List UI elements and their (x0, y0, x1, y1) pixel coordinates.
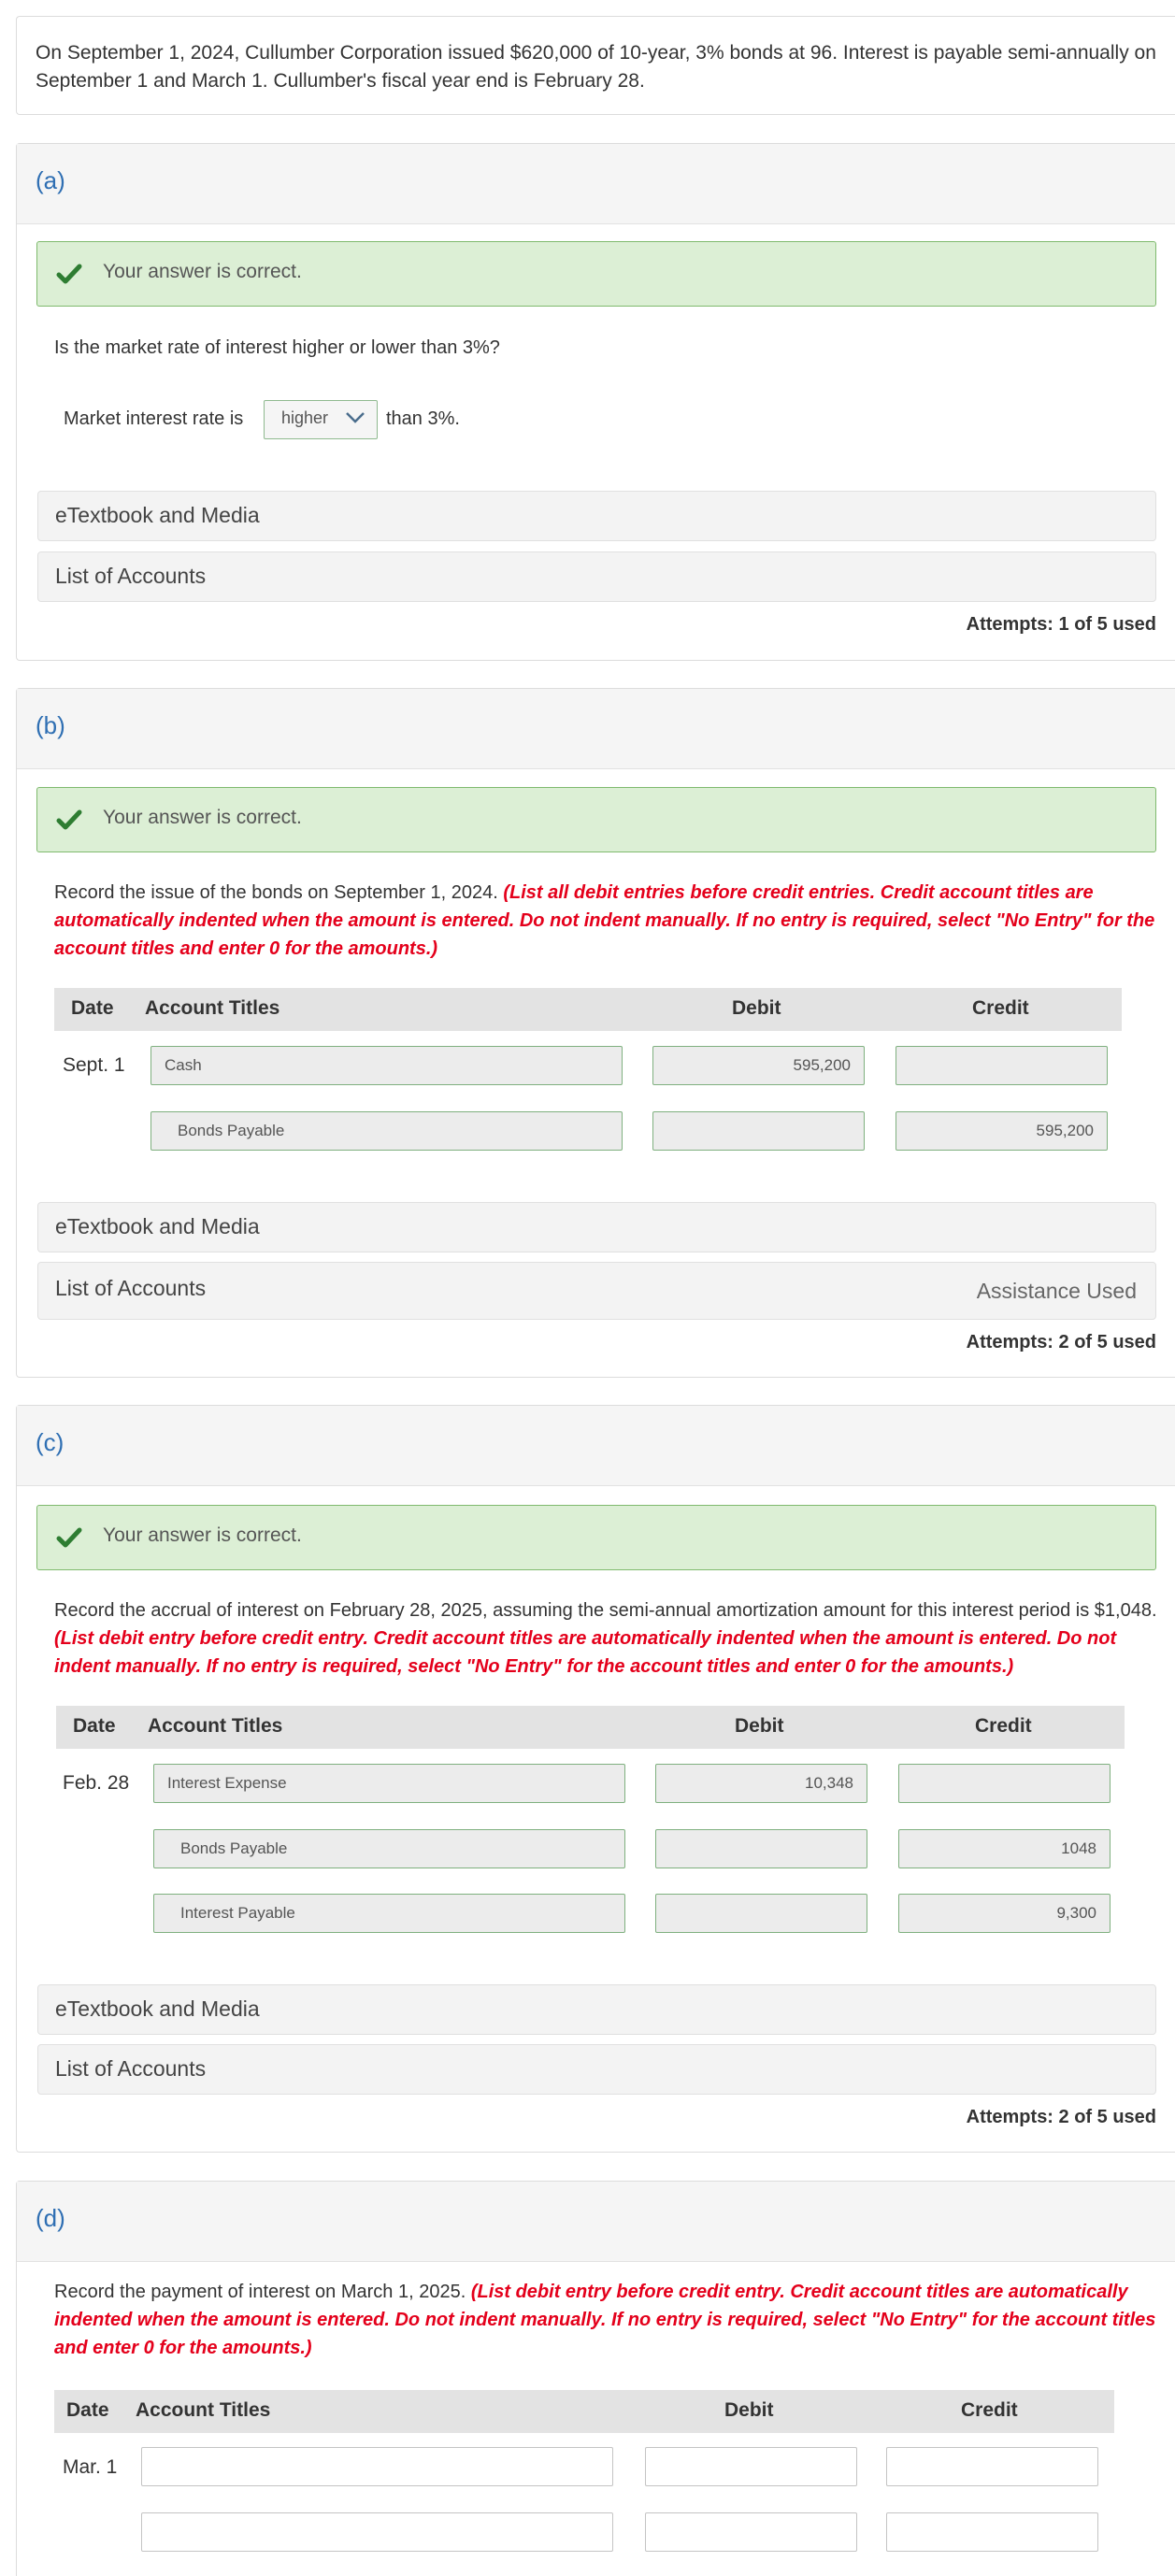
credit-field[interactable] (896, 1046, 1108, 1085)
debit-field[interactable]: 595,200 (652, 1046, 865, 1085)
account-title-field[interactable] (141, 2512, 613, 2552)
instructions-plain: Record the issue of the bonds on September 1, 2024. (54, 882, 504, 903)
credit-field[interactable]: 595,200 (896, 1111, 1108, 1151)
col-debit: Debit (735, 1715, 784, 1737)
credit-field[interactable] (886, 2512, 1098, 2552)
credit-field[interactable] (898, 1764, 1111, 1803)
part-c-label: (c) (36, 1428, 64, 1456)
part-d-header (17, 2182, 1175, 2262)
part-a-header (17, 144, 1175, 224)
chevron-down-icon (345, 410, 365, 425)
part-c-instructions (54, 1596, 1157, 1681)
part-b-header (17, 689, 1175, 769)
market-rate-prefix: Market interest rate is (64, 408, 244, 429)
part-d-date: Mar. 1 (63, 2456, 118, 2478)
part-b-table-header (54, 988, 1122, 1031)
part-a-label: (a) (36, 166, 65, 194)
instructions-red: (List all debit entries before credit entries. Credit account titles are automatically indented when the amount is entered. Do not indent manually. If no entry is required, select "No Entry" for the account titles and enter 0 for the amounts.) (54, 882, 1155, 959)
debit-field[interactable] (655, 1894, 867, 1933)
market-rate-suffix: than 3%. (386, 408, 460, 429)
col-date: Date (71, 997, 114, 1019)
debit-field[interactable]: 10,348 (655, 1764, 867, 1803)
part-d-table-header (54, 2390, 1114, 2433)
list-of-accounts-link[interactable] (37, 1262, 1156, 1320)
instructions-plain: Record the accrual of interest on February 28, 2025, assuming the semi-annual amortization amount for this interest period is $1,048. (54, 1600, 1157, 1621)
credit-field[interactable]: 1048 (898, 1829, 1111, 1868)
correct-message: Your answer is correct. (103, 1524, 302, 1546)
etextbook-label: eTextbook and Media (55, 1214, 260, 1238)
part-d-instructions (54, 2278, 1157, 2362)
problem-card (16, 16, 1175, 115)
etextbook-media-link[interactable] (37, 491, 1156, 541)
credit-field[interactable] (886, 2447, 1098, 2486)
account-title-field[interactable]: Interest Expense (153, 1764, 625, 1803)
part-d-label: (d) (36, 2204, 65, 2232)
problem-intro: On September 1, 2024, Cullumber Corporation issued $620,000 of 10-year, 3% bonds at 96. Interest is payable semi-annually on September 1 and March 1. Cullumber's fiscal year end is February 28. (36, 42, 1156, 92)
col-account-titles: Account Titles (145, 997, 280, 1019)
col-date: Date (73, 1715, 116, 1737)
debit-field[interactable] (652, 1111, 865, 1151)
account-title-field[interactable]: Bonds Payable (150, 1111, 623, 1151)
instructions-red: (List debit entry before credit entry. Credit account titles are automatically indented when the amount is entered. Do not indent manually. If no entry is required, select "No Entry" for the account titles and enter 0 for the amounts.) (54, 1628, 1117, 1677)
part-c-table-header (56, 1706, 1125, 1749)
credit-field[interactable]: 9,300 (898, 1894, 1111, 1933)
col-account-titles: Account Titles (148, 1715, 283, 1737)
part-c-header (17, 1406, 1175, 1486)
list-of-accounts-label: List of Accounts (55, 1276, 207, 1300)
account-title-field[interactable]: Bonds Payable (153, 1829, 625, 1868)
part-a-question: Is the market rate of interest higher or lower than 3%? (54, 337, 500, 358)
col-credit: Credit (961, 2399, 1018, 2421)
col-account-titles: Account Titles (136, 2399, 271, 2421)
list-of-accounts-link[interactable] (37, 2044, 1156, 2095)
col-debit: Debit (724, 2399, 774, 2421)
correct-message: Your answer is correct. (103, 261, 302, 282)
part-b-attempts: Attempts: 2 of 5 used (966, 1332, 1156, 1352)
part-c-attempts: Attempts: 2 of 5 used (966, 2107, 1156, 2127)
checkmark-icon (56, 1524, 82, 1551)
debit-field[interactable] (645, 2447, 857, 2486)
assistance-used-label: Assistance Used (976, 1279, 1137, 1303)
etextbook-label: eTextbook and Media (55, 1996, 260, 2021)
debit-field[interactable] (645, 2512, 857, 2552)
account-title-field[interactable]: Cash (150, 1046, 623, 1085)
list-of-accounts-link[interactable] (37, 551, 1156, 602)
col-credit: Credit (975, 1715, 1032, 1737)
correct-message: Your answer is correct. (103, 807, 302, 828)
list-of-accounts-label: List of Accounts (55, 564, 207, 588)
part-a-correct-banner (36, 241, 1156, 307)
etextbook-media-link[interactable] (37, 1984, 1156, 2035)
col-credit: Credit (972, 997, 1029, 1019)
part-b-label: (b) (36, 711, 65, 739)
etextbook-media-link[interactable] (37, 1202, 1156, 1252)
instructions-red: (List debit entry before credit entry. Credit account titles are automatically indented when the amount is entered. Do not indent manually. If no entry is required, select "No Entry" for the account titles and enter 0 for the amounts.) (54, 2282, 1156, 2358)
col-debit: Debit (732, 997, 781, 1019)
checkmark-icon (56, 261, 82, 287)
account-title-field[interactable]: Interest Payable (153, 1894, 625, 1933)
part-a-attempts: Attempts: 1 of 5 used (966, 614, 1156, 635)
account-title-field[interactable] (141, 2447, 613, 2486)
part-c-correct-banner (36, 1505, 1156, 1570)
market-rate-select[interactable] (264, 400, 378, 439)
checkmark-icon (56, 807, 82, 833)
part-c-date: Feb. 28 (63, 1772, 130, 1794)
list-of-accounts-label: List of Accounts (55, 2056, 207, 2081)
debit-field[interactable] (655, 1829, 867, 1868)
part-b-correct-banner (36, 787, 1156, 852)
instructions-plain: Record the payment of interest on March 1, 2025. (54, 2282, 471, 2302)
part-b-instructions (54, 879, 1157, 963)
etextbook-label: eTextbook and Media (55, 503, 260, 527)
market-rate-selected: higher (281, 408, 329, 427)
col-date: Date (66, 2399, 109, 2421)
part-b-date: Sept. 1 (63, 1054, 125, 1076)
